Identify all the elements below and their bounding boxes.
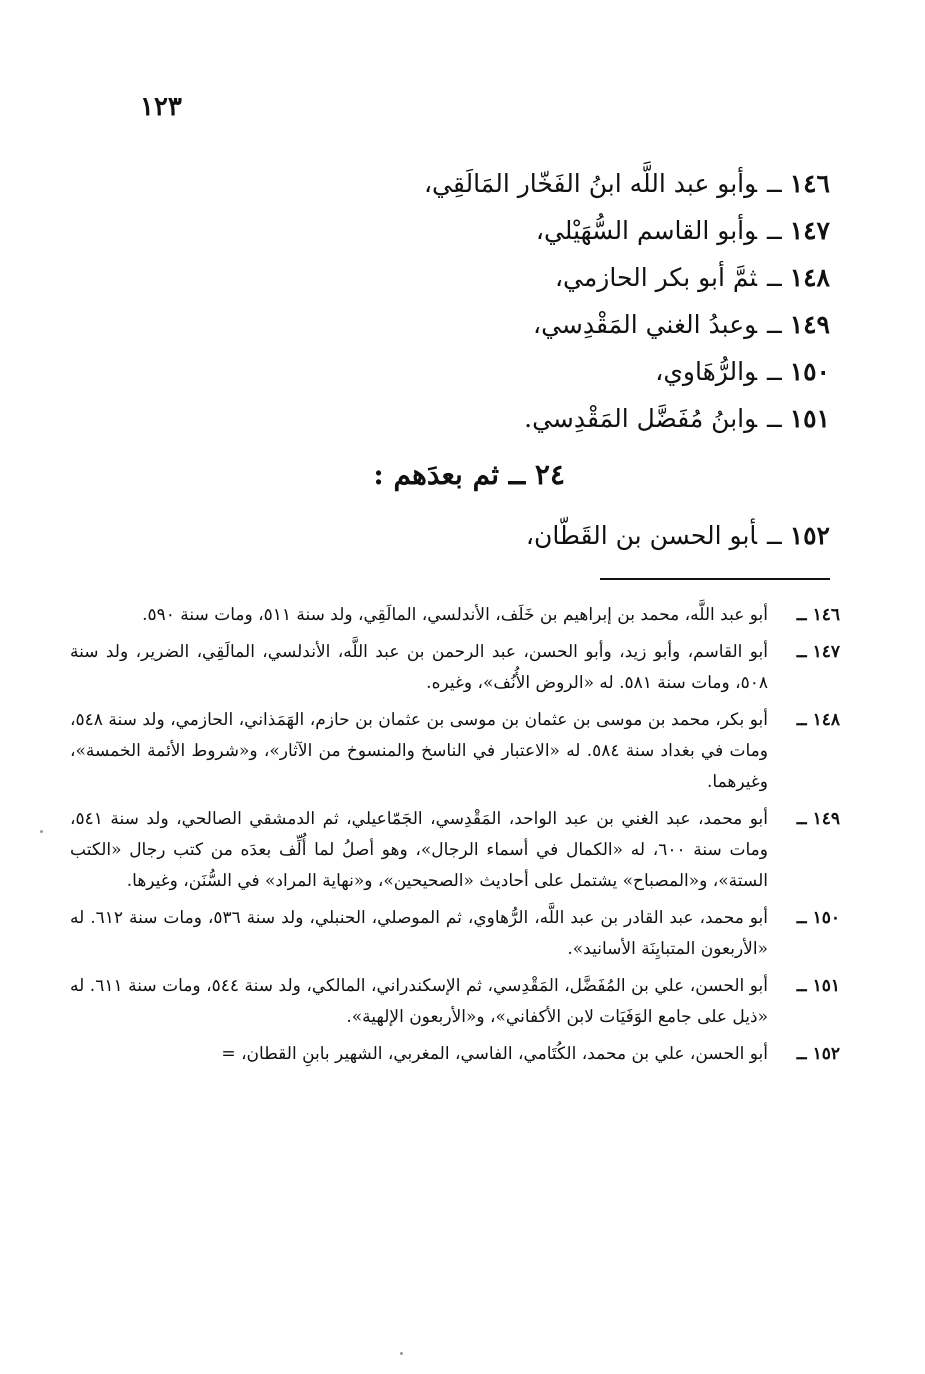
footnote-text: أبو محمد، عبد القادر بن عبد اللَّه، الرُّهاوي، ثم الموصلي، الحنبلي، ولد سنة ٥٣٦، ومات سنة ٦١٢. له «الأربعون المتبايِنَة الأسانيد». [70,908,768,959]
scan-speck [40,830,43,833]
footnote [70,804,840,897]
item-number: ١٤٩ [789,310,830,339]
list-item [130,254,830,301]
footnote-number: ١٤٧ ــ [796,642,840,662]
footnote-divider [600,578,830,580]
list-item [130,348,830,395]
item-text: وعبدُ الغني المَقْدِسي، [533,310,758,339]
footnote-number: ١٤٦ ــ [796,605,840,625]
item-text: وابنُ مُفَضَّل المَقْدِسي. [524,404,758,433]
footnote [70,903,840,965]
footnote-text: أبو بكر، محمد بن موسى بن عثمان بن موسى بن عثمان بن حازم، الهَمَذاني، الحازمي، ولد سنة ٥٤٨، ومات في بغداد سنة ٥٨٤. له «الاعتبار في الناسخ والمنسوخ من الآثار»، و«شروط الأئمة الخمسة»، وغيرهما. [70,710,768,792]
footnote [70,1039,840,1070]
main-text-list [130,160,830,442]
footnote-text: أبو الحسن، علي بن محمد، الكُتَامي، الفاسي، المغربي، الشهير بابنِ القطان، = [221,1044,768,1064]
footnote [70,637,840,699]
main-text-list-2 [130,512,830,559]
footnote-number: ١٤٨ ــ [796,710,840,730]
item-number: ١٥١ [789,404,830,433]
footnote-text: أبو محمد، عبد الغني بن عبد الواحد، المَقْدِسي، الجَمّاعيلي، ثم الدمشقي الصالحي، ولد سنة ٥٤١، ومات سنة ٦٠٠، له «الكمال في أسماء الرجال»، وهو أصلُ لما أُلِّف بعدَه من كتب رجال «الكتب الستة»، و«المصباح» يشتمل على أحاديث «الصحيحين»، و«نهاية المراد» في السُّنَن، وغيرها. [70,809,768,891]
list-item [130,512,830,559]
item-dash: ــ [767,521,782,550]
footnote-text: أبو الحسن، علي بن المُفَضَّل، المَقْدِسي، ثم الإسكندراني، المالكي، ولد سنة ٥٤٤، ومات سنة ٦١١. له «ذيل على جامع الوَفَيَات لابن الأكفاني»، و«الأربعون الإلهية». [70,976,768,1027]
footnotes [70,600,840,1076]
item-number: ١٥٢ [789,521,830,550]
item-number: ١٤٧ [789,216,830,245]
list-item [130,207,830,254]
item-text: أبو الحسن بن القَطّان، [525,521,758,550]
item-dash: ــ [767,263,782,292]
footnote-number: ١٥٠ ــ [796,908,840,928]
list-item [130,160,830,207]
item-dash: ــ [767,169,782,198]
item-text: وأبو عبد اللَّه ابنُ الفَخّار المَالَقِي، [423,169,758,198]
item-dash: ــ [767,216,782,245]
footnote [70,600,840,631]
item-number: ١٤٦ [789,169,830,198]
list-item [130,395,830,442]
footnote-text: أبو القاسم، وأبو زيد، وأبو الحسن، عبد الرحمن بن عبد اللَّه، الأندلسي، المالَقِي، الضرير، ولد سنة ٥٠٨، ومات سنة ٥٨١. له «الروض الأُنُف»، وغيره. [70,642,768,693]
footnote-text: أبو عبد اللَّه، محمد بن إبراهيم بن خَلَف، الأندلسي، المالَقِي، ولد سنة ٥١١، ومات سنة ٥٩٠. [142,605,768,625]
scan-speck [400,1352,403,1355]
footnote-number: ١٥١ ــ [796,976,840,996]
footnote [70,705,840,798]
item-dash: ــ [767,310,782,339]
item-dash: ــ [767,404,782,433]
footnote-number: ١٤٩ ــ [796,809,840,829]
item-number: ١٥٠ [789,357,830,386]
list-item [130,301,830,348]
item-text: والرُّهَاوي، [655,357,758,386]
item-dash: ــ [767,357,782,386]
page-number: ١٢٣ [140,92,182,122]
item-text: ثمَّ أبو بكر الحازمي، [554,263,758,292]
footnote-number: ١٥٢ ــ [796,1044,840,1064]
footnote [70,971,840,1033]
item-number: ١٤٨ [789,263,830,292]
item-text: وأبو القاسم السُّهَيْلي، [535,216,758,245]
section-heading: ٢٤ ــ ثم بعدَهم : [373,458,565,491]
